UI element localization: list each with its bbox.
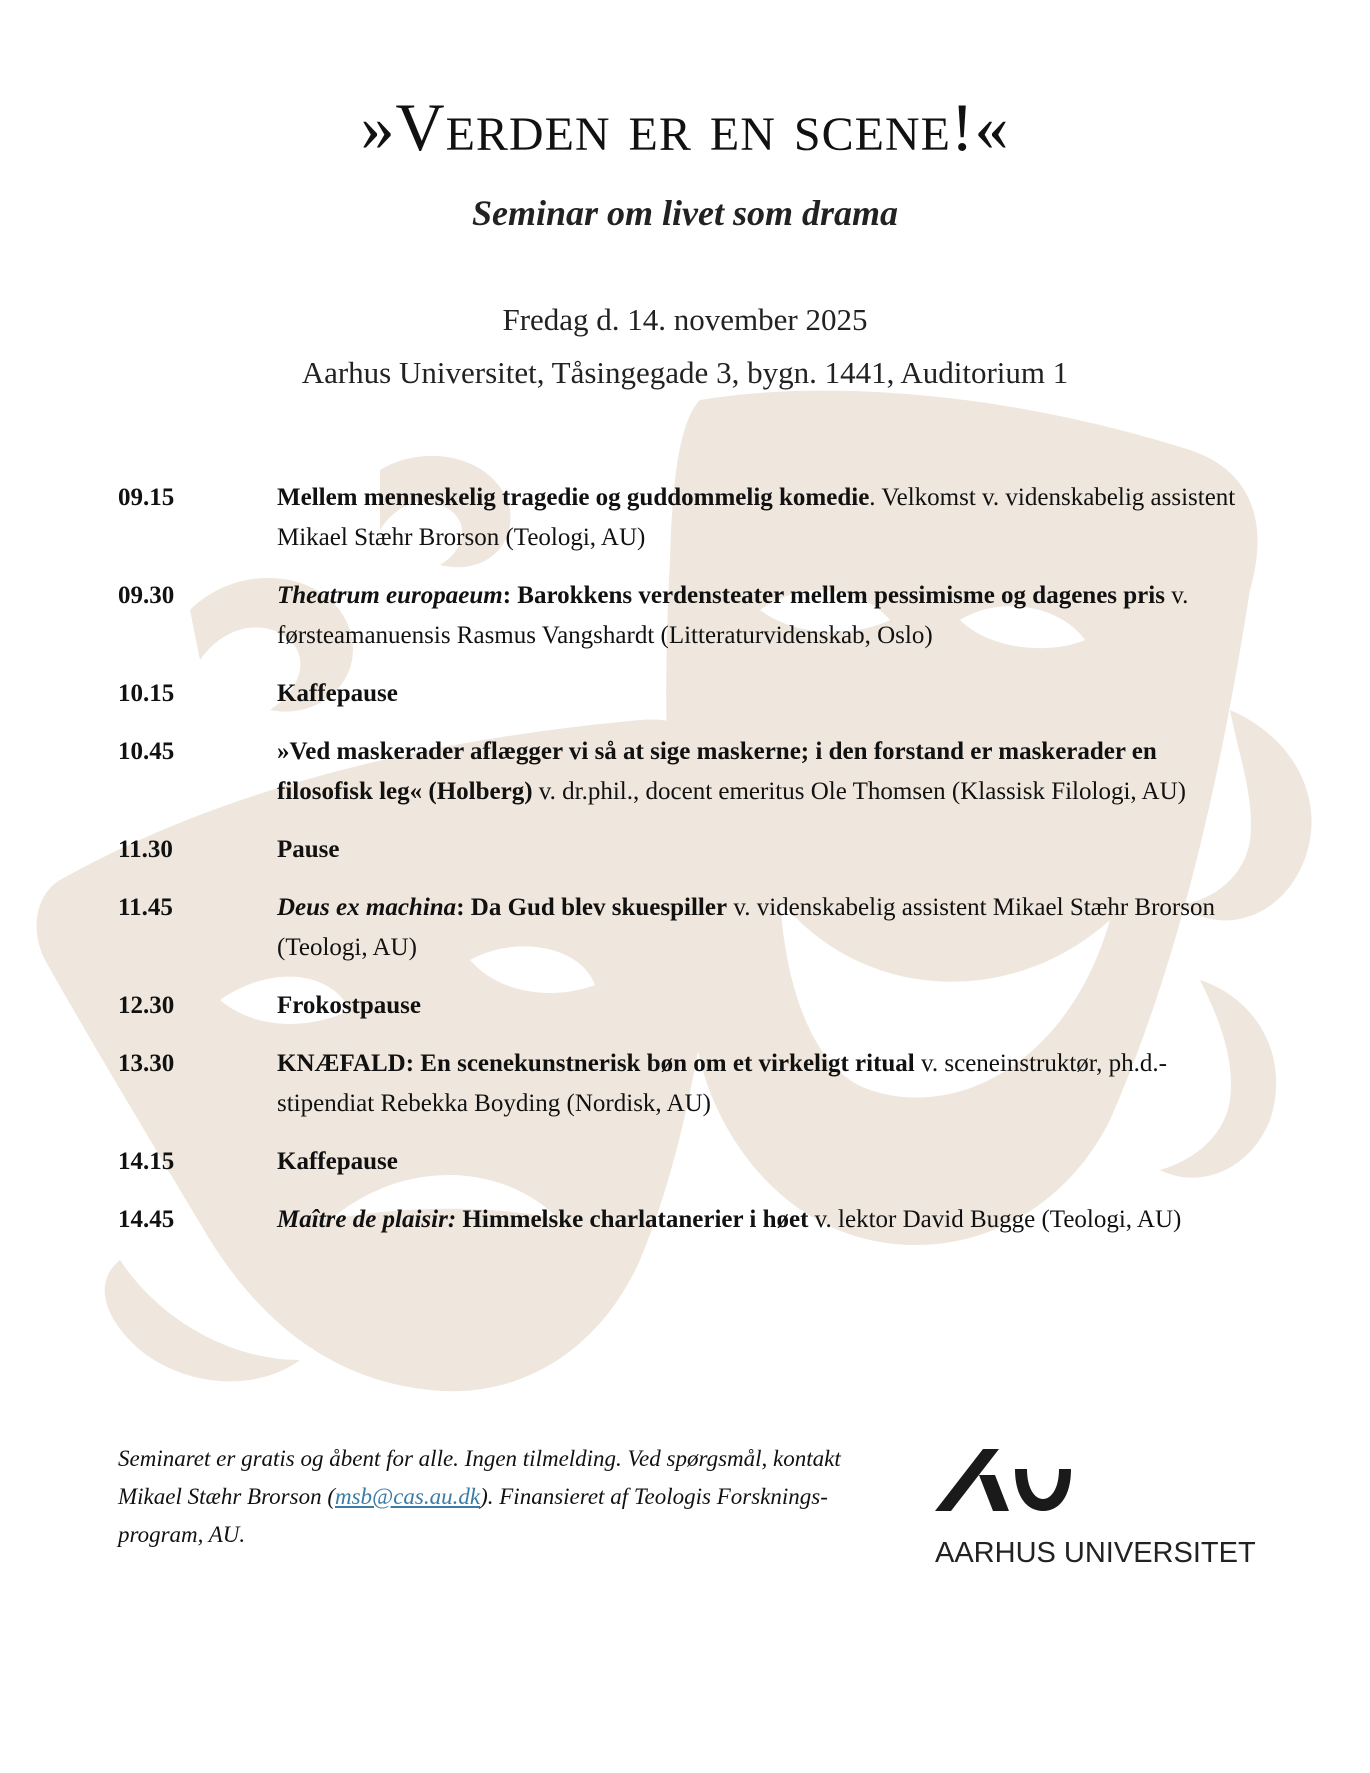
program-title: Kaffepause (277, 680, 398, 707)
event-location: Aarhus Universitet, Tåsingegade 3, bygn. 1441, Auditorium 1 (301, 355, 1069, 390)
program-time: 09.30 (118, 582, 175, 609)
program-title: Frokostpause (277, 992, 422, 1019)
program-speaker: . Velkomst v. videnskabelig assistent Mikael Stæhr Brorson (Teologi, AU) (277, 484, 1236, 551)
program-title: : Barokkens verdensteater mellem pessimisme og dagenes pris (502, 582, 1165, 609)
program-speaker: v. sceneinstruktør, ph.d.-stipendiat Rebekka Boyding (Nordisk, AU) (277, 1050, 1167, 1117)
program-list (118, 478, 1258, 1258)
footer-note (118, 1440, 878, 1554)
program-description (277, 732, 1258, 812)
program-item (118, 674, 1258, 714)
program-description (277, 830, 1258, 870)
program-title: KNÆFALD: En scenekunstnerisk bøn om et virkeligt ritual (277, 1050, 915, 1077)
program-time: 14.15 (118, 1148, 175, 1175)
program-description (277, 986, 1258, 1026)
program-title-italic: Theatrum europaeum (277, 582, 503, 609)
program-item (118, 830, 1258, 870)
program-item (118, 888, 1258, 968)
program-time: 14.45 (118, 1206, 175, 1233)
program-time: 11.30 (118, 836, 173, 863)
program-title: Kaffepause (277, 1148, 398, 1175)
program-item (118, 1044, 1258, 1124)
program-time: 11.45 (118, 894, 173, 921)
title-rest: erden er en scene!« (445, 89, 1010, 165)
footer-text-after: ). Finansieret af Teologis Forsknings-program, AU. (118, 1484, 828, 1547)
program-title-italic: Deus ex machina (277, 894, 457, 921)
footer-text-before: Seminaret er gratis og åbent for alle. Ingen tilmelding. Ved spørgsmål, kontakt Mikael Stæhr Brorson ( (118, 1446, 841, 1509)
program-speaker: v. førsteamanuensis Rasmus Vangshardt (Litteraturvidenskab, Oslo) (277, 582, 1189, 649)
au-logo (935, 1445, 1256, 1575)
program-time: 10.45 (118, 738, 175, 765)
program-title: Pause (277, 836, 340, 863)
title-first: »V (360, 89, 446, 165)
contact-email-link[interactable]: msb@cas.au.dk (335, 1484, 481, 1509)
program-title: »Ved maskerader aflægger vi så at sige maskerne; i den forstand er maskerader en filosofisk leg« (Holberg) (277, 738, 1157, 805)
page-subtitle: Seminar om livet som drama (471, 193, 899, 233)
program-description (277, 1044, 1258, 1124)
program-title: : Da Gud blev skuespiller (456, 894, 728, 921)
program-description (277, 1200, 1258, 1240)
program-title: Himmelske charlatanerier i høet (456, 1206, 809, 1233)
program-description (277, 576, 1258, 656)
program-item (118, 732, 1258, 812)
program-speaker: v. videnskabelig assistent Mikael Stæhr Brorson (Teologi, AU) (277, 894, 1215, 961)
program-title-italic: Maître de plaisir: (277, 1206, 457, 1233)
event-date: Fredag d. 14. november 2025 (502, 302, 868, 337)
program-description (277, 478, 1258, 558)
program-speaker: v. lektor David Bugge (Teologi, AU) (808, 1206, 1182, 1233)
program-speaker: v. dr.phil., docent emeritus Ole Thomsen (Klassisk Filologi, AU) (532, 778, 1186, 805)
program-item (118, 478, 1258, 558)
program-time: 13.30 (118, 1050, 175, 1077)
program-item (118, 986, 1258, 1026)
program-item (118, 1200, 1258, 1240)
au-logo-mark-icon (935, 1445, 1075, 1517)
program-time: 12.30 (118, 992, 175, 1019)
au-logo-text: AARHUS UNIVERSITET (935, 1537, 1256, 1569)
program-description (277, 888, 1258, 968)
program-item (118, 576, 1258, 656)
program-title: Mellem menneskelig tragedie og guddommelig komedie (277, 484, 870, 511)
program-item (118, 1142, 1258, 1182)
program-description (277, 674, 1258, 714)
program-description (277, 1142, 1258, 1182)
page-title (0, 88, 1370, 167)
program-time: 09.15 (118, 484, 175, 511)
program-time: 10.15 (118, 680, 175, 707)
